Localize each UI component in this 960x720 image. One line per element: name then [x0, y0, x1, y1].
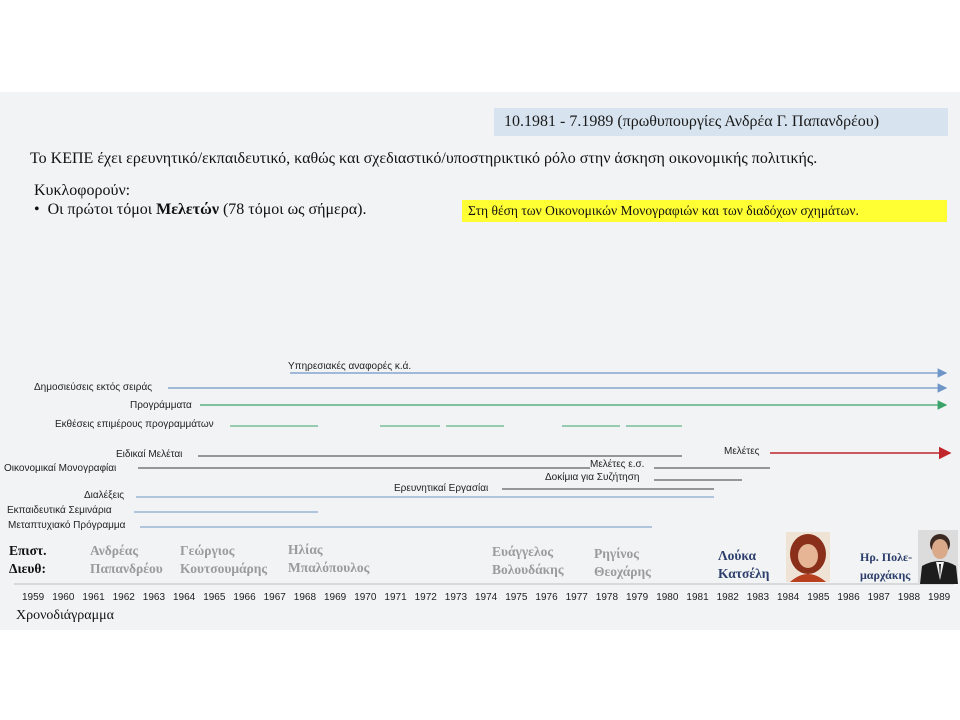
year-label: 1962: [112, 592, 135, 603]
label-monographs: Οικονομικαί Μονογραφίαι: [4, 463, 117, 474]
director-balopoulos: [288, 541, 369, 577]
label-programmes: Προγράμματα: [130, 400, 192, 411]
label-postgrad: Μεταπτυχιακό Πρόγραμμα: [8, 520, 126, 531]
year-label: 1983: [746, 592, 770, 603]
director-line2: Κουτσουμάρης: [180, 561, 268, 576]
director-line1: Ηλίας: [288, 542, 323, 557]
year-label: 1979: [626, 592, 649, 603]
bullet-text-bold: Μελετών: [156, 201, 219, 218]
directors-heading-line1: Επιστ.: [9, 543, 47, 558]
highlight-text: Στη θέση των Οικονομικών Μονογραφιών και των διαδόχων σχημάτων.: [468, 203, 859, 218]
year-label: 1975: [505, 592, 528, 603]
year-label: 1988: [897, 592, 921, 603]
label-programme-reports: Εκθέσεις επιμέρους προγραμμάτων: [55, 419, 214, 430]
year-label: 1989: [928, 592, 951, 603]
portrait-katseli: [786, 532, 830, 582]
year-label: 1971: [384, 592, 407, 603]
director-line2: Παπανδρέου: [90, 561, 163, 576]
year-label: 1960: [52, 592, 75, 603]
year-label: 1967: [263, 592, 286, 603]
label-discussion: Δοκίμια για Συζήτηση: [545, 472, 640, 483]
directors-heading-line2: Διευθ:: [9, 561, 46, 576]
bullet-text-post: (78 τόμοι ως σήμερα).: [218, 201, 367, 218]
year-label: 1969: [324, 592, 347, 603]
year-label: 1959: [22, 592, 45, 603]
year-label: 1985: [807, 592, 830, 603]
portrait-polemarchakis-drawing: [918, 530, 958, 584]
period-title: 10.1981 - 7.1989 (πρωθυπουργίες Ανδρέα Γ. Παπανδρέου): [504, 113, 880, 130]
year-label: 1987: [867, 592, 890, 603]
director-voloudakis: [492, 543, 564, 579]
year-label: 1970: [354, 592, 377, 603]
director-line2: Βολουδάκης: [492, 562, 564, 577]
director-line2: Κατσέλη: [718, 566, 770, 581]
director-line1: Γεώργιος: [180, 543, 235, 558]
director-papandreou: [90, 542, 163, 578]
director-theocharis: [594, 545, 651, 581]
year-label: 1972: [414, 592, 437, 603]
circulation-title: Κυκλοφορούν:: [34, 182, 131, 199]
director-koutsoumaris: [180, 542, 267, 578]
director-line1: Ρηγίνος: [594, 546, 639, 561]
director-line1: Λούκα: [718, 548, 757, 563]
label-research: Ερευνητικαί Εργασίαι: [394, 483, 489, 494]
year-label: 1986: [837, 592, 860, 603]
label-reports: Υπηρεσιακές αναφορές κ.ά.: [288, 361, 412, 372]
label-special-studies: Ειδικαί Μελέται: [116, 449, 183, 460]
label-studies-es: Μελέτες ε.σ.: [590, 459, 645, 470]
year-label: 1981: [686, 592, 709, 603]
year-label: 1974: [475, 592, 498, 603]
timeline-caption: Χρονοδιάγραμμα: [16, 608, 114, 623]
portrait-polemarchakis: [918, 530, 958, 584]
intro-text: Το ΚΕΠΕ έχει ερευνητικό/εκπαιδευτικό, καθώς και σχεδιαστικό/υποστηρικτικό ρόλο στην άσκηση οικονομικής πολιτικής.: [30, 150, 818, 167]
year-label: 1966: [233, 592, 256, 603]
director-line2: Θεοχάρης: [594, 564, 651, 579]
bullet-text-pre: Οι πρώτοι τόμοι: [47, 201, 157, 218]
director-line2: μαρχάκης: [860, 568, 911, 582]
label-external: Δημοσιεύσεις εκτός σειράς: [34, 382, 153, 393]
portrait-katseli-drawing: [786, 532, 830, 582]
year-label: 1980: [656, 592, 679, 603]
year-label: 1984: [777, 592, 800, 603]
year-label: 1973: [444, 592, 468, 603]
year-label: 1961: [82, 592, 105, 603]
year-label: 1963: [142, 592, 166, 603]
year-label: 1964: [173, 592, 196, 603]
label-lectures: Διαλέξεις: [84, 490, 125, 501]
year-label: 1968: [293, 592, 317, 603]
director-katseli: [718, 547, 769, 583]
director-line1: Ευάγγελος: [492, 544, 554, 559]
label-seminars: Εκπαιδευτικά Σεμινάρια: [7, 505, 112, 516]
year-label: 1976: [535, 592, 558, 603]
year-label: 1982: [716, 592, 739, 603]
director-line2: Μπαλόπουλος: [288, 560, 370, 575]
director-line1: Ανδρέας: [90, 543, 139, 558]
year-label: 1965: [203, 592, 226, 603]
director-polemarchakis: [860, 548, 918, 584]
year-label: 1977: [565, 592, 588, 603]
year-label: 1978: [595, 592, 619, 603]
directors-heading: [9, 542, 47, 578]
director-line1: Ηρ. Πολε-: [860, 550, 913, 564]
label-studies: Μελέτες: [724, 446, 760, 457]
bullet-symbol: •: [34, 201, 40, 218]
